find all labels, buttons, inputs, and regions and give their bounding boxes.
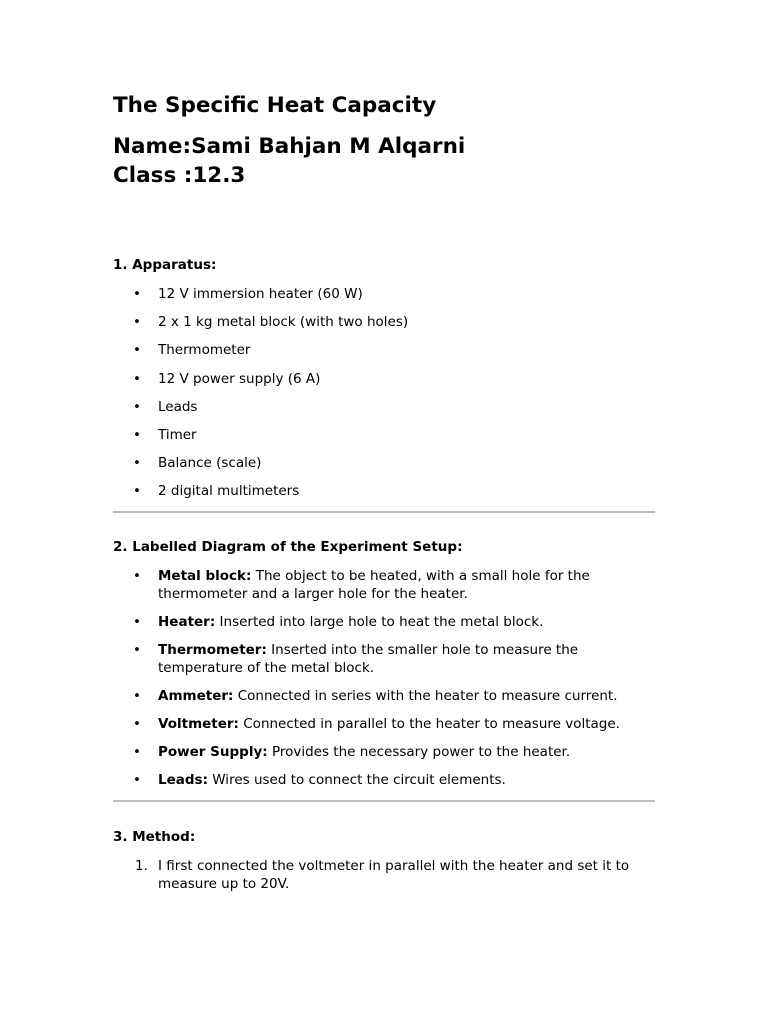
list-item bbox=[113, 567, 640, 603]
term-label: Leads: bbox=[158, 772, 208, 788]
list-item bbox=[113, 687, 640, 705]
term-description: Inserted into the smaller hole to measure the temperature of the metal block. bbox=[158, 642, 579, 676]
bullet-icon: • bbox=[133, 398, 141, 415]
apparatus-heading: 1. Apparatus: bbox=[113, 257, 217, 273]
section-divider bbox=[113, 511, 655, 513]
term-description: The object to be heated, with a small hole for the thermometer and a larger hole for the heater. bbox=[158, 568, 590, 602]
method-heading: 3. Method: bbox=[113, 829, 196, 845]
term-description: Connected in parallel to the heater to measure voltage. bbox=[238, 716, 620, 732]
bullet-icon: • bbox=[133, 568, 141, 584]
apparatus-section bbox=[113, 257, 655, 511]
term-label: Thermometer: bbox=[158, 642, 267, 658]
method-section bbox=[113, 829, 655, 893]
bullet-icon: • bbox=[133, 314, 141, 331]
list-item: • 12 V power supply (6 A) bbox=[133, 370, 321, 387]
term-label: Power Supply: bbox=[158, 744, 268, 760]
term-description: Provides the necessary power to the heater. bbox=[267, 744, 571, 760]
bullet-icon: • bbox=[133, 642, 141, 658]
list-item bbox=[113, 715, 640, 733]
step-number: 1. bbox=[135, 858, 148, 874]
list-item: • 2 digital multimeters bbox=[133, 483, 300, 500]
diagram-section bbox=[113, 539, 655, 799]
bullet-icon: • bbox=[133, 286, 141, 302]
diagram-heading: 2. Labelled Diagram of the Experiment Setup: bbox=[113, 539, 463, 555]
term-label: Ammeter: bbox=[158, 688, 234, 704]
list-item: • Leads bbox=[133, 398, 198, 415]
list-item bbox=[113, 743, 640, 761]
bullet-icon: • bbox=[133, 716, 141, 732]
step-text: I first connected the voltmeter in parallel with the heater and set it to measure up to 20V. bbox=[158, 858, 630, 892]
list-item bbox=[113, 771, 640, 789]
bullet-icon: • bbox=[133, 688, 141, 704]
diagram-list bbox=[113, 567, 655, 789]
bullet-icon: • bbox=[133, 455, 141, 472]
list-item: • Balance (scale) bbox=[133, 455, 262, 472]
list-item: • 2 x 1 kg metal block (with two holes) bbox=[133, 314, 409, 331]
list-item: • 12 V immersion heater (60 W) bbox=[133, 286, 363, 302]
list-item bbox=[113, 613, 640, 631]
term-description: Inserted into large hole to heat the metal block. bbox=[215, 614, 544, 630]
section-divider bbox=[113, 800, 655, 802]
bullet-icon: • bbox=[133, 744, 141, 760]
bullet-icon: • bbox=[133, 426, 141, 443]
term-label: Heater: bbox=[158, 614, 216, 630]
bullet-icon: • bbox=[133, 342, 141, 359]
list-item bbox=[113, 641, 640, 677]
bullet-icon: • bbox=[133, 483, 141, 500]
student-class: Class :12.3 bbox=[113, 163, 246, 188]
list-item: • Thermometer bbox=[133, 342, 251, 359]
list-item: • Timer bbox=[133, 426, 197, 443]
term-label: Metal block: bbox=[158, 568, 252, 584]
term-label: Voltmeter: bbox=[158, 716, 239, 732]
method-steps bbox=[113, 857, 655, 893]
bullet-icon: • bbox=[133, 772, 141, 788]
list-item bbox=[113, 857, 640, 893]
term-description: Wires used to connect the circuit elements. bbox=[207, 772, 506, 788]
student-info bbox=[113, 132, 465, 190]
apparatus-list bbox=[113, 285, 655, 500]
bullet-icon: • bbox=[133, 614, 141, 630]
student-name: Name:Sami Bahjan M Alqarni bbox=[113, 134, 466, 159]
page-title: The Specific Heat Capacity bbox=[113, 93, 437, 118]
term-description: Connected in series with the heater to measure current. bbox=[233, 688, 618, 704]
bullet-icon: • bbox=[133, 370, 141, 387]
